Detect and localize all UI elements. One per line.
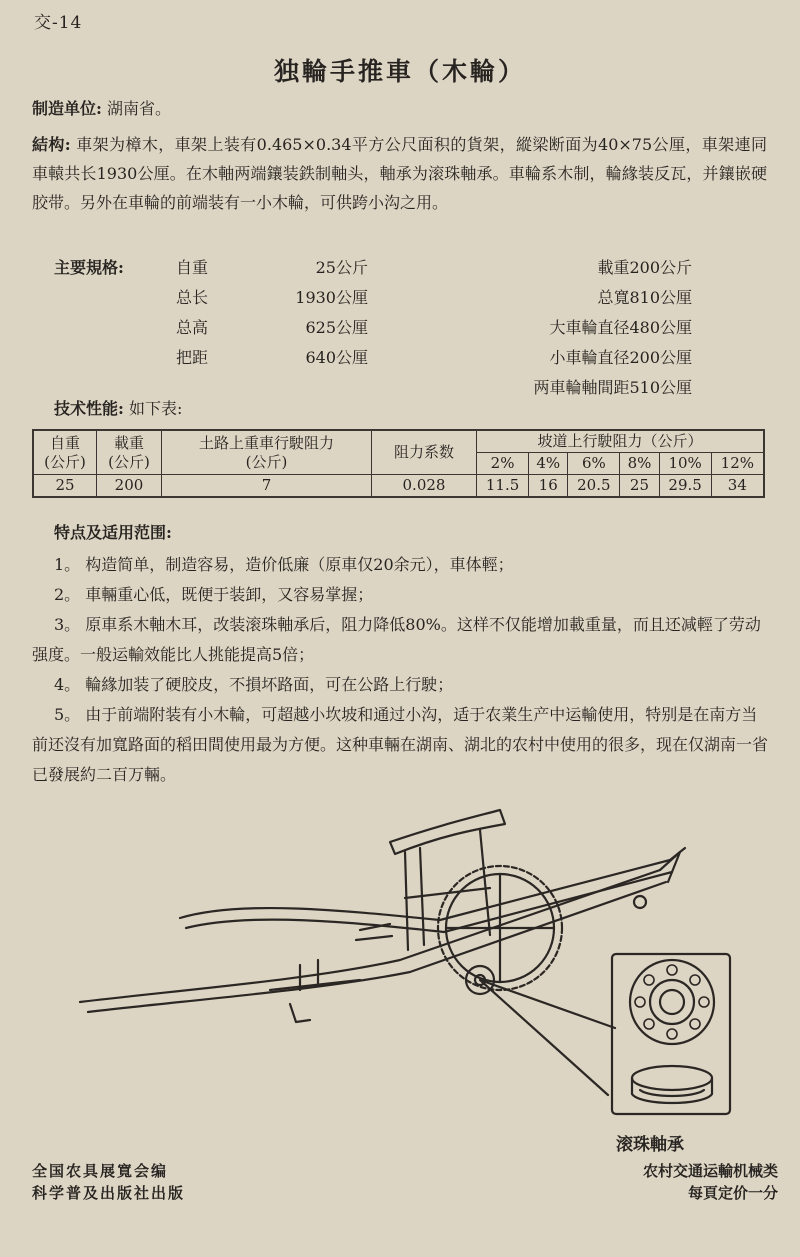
table-header-row: [33, 430, 764, 453]
slope-value: 29.5: [659, 475, 711, 498]
page-code: 交-14: [34, 13, 83, 33]
grade-cell: 4%: [529, 453, 568, 475]
footer-editor: 全国农具展寬会编: [32, 1162, 169, 1180]
spec-right: 載重200公斤: [597, 258, 692, 277]
spec-name: 总长: [176, 288, 209, 307]
specs-list: [54, 255, 694, 405]
header-load: 載重 (公斤): [97, 430, 162, 475]
value-road-resistance: 7: [162, 475, 372, 498]
specs-label: 主要規格:: [54, 258, 124, 277]
wheelbarrow-illustration: [60, 790, 750, 1160]
header-weight: 自重 (公斤): [33, 430, 97, 475]
spec-row: [54, 345, 694, 375]
value-weight: 25: [33, 475, 97, 498]
spec-row: [54, 315, 694, 345]
header-slope-resistance: 坡道上行駛阻力（公斤）: [477, 430, 765, 453]
footer-category: 农村交通运輸机械类: [642, 1162, 778, 1180]
feature-item: 2。 車輛重心低，既便于装卸，又容易掌握；: [54, 585, 374, 604]
spec-right: 大車輪直径480公厘: [549, 318, 692, 337]
header-road-resistance: 土路上重車行駛阻力 (公斤): [162, 430, 372, 475]
spec-name: 总高: [176, 318, 209, 337]
feature-item: 4。 輪緣加装了硬胶皮，不損坏路面，可在公路上行駛；: [54, 675, 454, 694]
grade-cell: 12%: [711, 453, 764, 475]
spec-right: 总寬810公厘: [597, 288, 692, 307]
footer-publisher: 科学普及出版社出版: [32, 1184, 186, 1202]
slope-value: 25: [620, 475, 659, 498]
features-heading: 特点及适用范围:: [54, 523, 172, 542]
tech-label: 技术性能:: [54, 399, 124, 418]
maker-value: 湖南省。: [107, 99, 172, 118]
maker-label: 制造单位:: [32, 99, 102, 118]
structure-paragraph: [32, 130, 767, 217]
spec-row: [54, 255, 694, 285]
slope-value: 11.5: [477, 475, 529, 498]
page-title: 独輪手推車（木輪）: [273, 57, 526, 86]
footer-price: 每頁定价一分: [687, 1184, 778, 1202]
slope-value: 20.5: [568, 475, 620, 498]
performance-table: [32, 429, 765, 498]
spec-name: 自重: [176, 258, 209, 277]
footer-right: [560, 1160, 778, 1204]
grade-cell: 6%: [568, 453, 620, 475]
bearing-caption: 滚珠軸承: [616, 1135, 684, 1155]
structure-label: 結构:: [32, 135, 71, 154]
spec-value: 625公厘: [305, 318, 368, 337]
structure-text: 車架为樟木，車架上装有0.465×0.34平方公尺面积的貨架，縱梁断面为40×75公厘，車架連同車轅共长1930公厘。在木軸两端鑲装鉄制軸头，軸承为滚珠軸承。車輪系木制，輪緣装反瓦，并鑲嵌硬胶带。另外在車輪的前端装有一小木輪，可供跨小沟之用。: [32, 135, 767, 212]
spec-row: [54, 285, 694, 315]
feature-item: 5。 由于前端附装有小木輪，可超越小坎坡和通过小沟，适于农業生产中运輸使用，特别是在南方当前还沒有加寬路面的稻田間使用最为方便。这种車輛在湖南、湖北的农村中使用的很多，现在仅湖南一省已發展約二百万輛。: [32, 705, 769, 784]
spec-value: 640公厘: [305, 348, 368, 367]
spec-value: 25公斤: [315, 258, 368, 277]
tech-line: [54, 396, 182, 419]
slope-value: 16: [529, 475, 568, 498]
grade-cell: 10%: [659, 453, 711, 475]
feature-item: 1。 构造简单，制造容易，造价低廉（原車仅20余元），車体輕；: [54, 555, 514, 574]
maker-line: [32, 94, 767, 123]
footer-left: [32, 1160, 185, 1204]
grade-cell: 2%: [477, 453, 529, 475]
value-coefficient: 0.028: [372, 475, 477, 498]
header-coefficient: 阻力系数: [372, 430, 477, 475]
slope-value: 34: [711, 475, 764, 498]
grade-cell: 8%: [620, 453, 659, 475]
table-row: [33, 475, 764, 498]
tech-value: 如下表:: [129, 399, 183, 418]
feature-item: 3。 原車系木軸木耳，改装滚珠軸承后，阻力降低80%。这样不仅能增加載重量，而且还减輕了劳动强度。一般运輸效能比人挑能提高5倍；: [32, 615, 761, 664]
spec-name: 把距: [176, 348, 209, 367]
spec-right: 小車輪直径200公厘: [549, 348, 692, 367]
spec-right: 两車輪軸間距510公厘: [533, 378, 692, 397]
features-list: [32, 550, 770, 790]
spec-value: 1930公厘: [295, 288, 368, 307]
value-load: 200: [97, 475, 162, 498]
